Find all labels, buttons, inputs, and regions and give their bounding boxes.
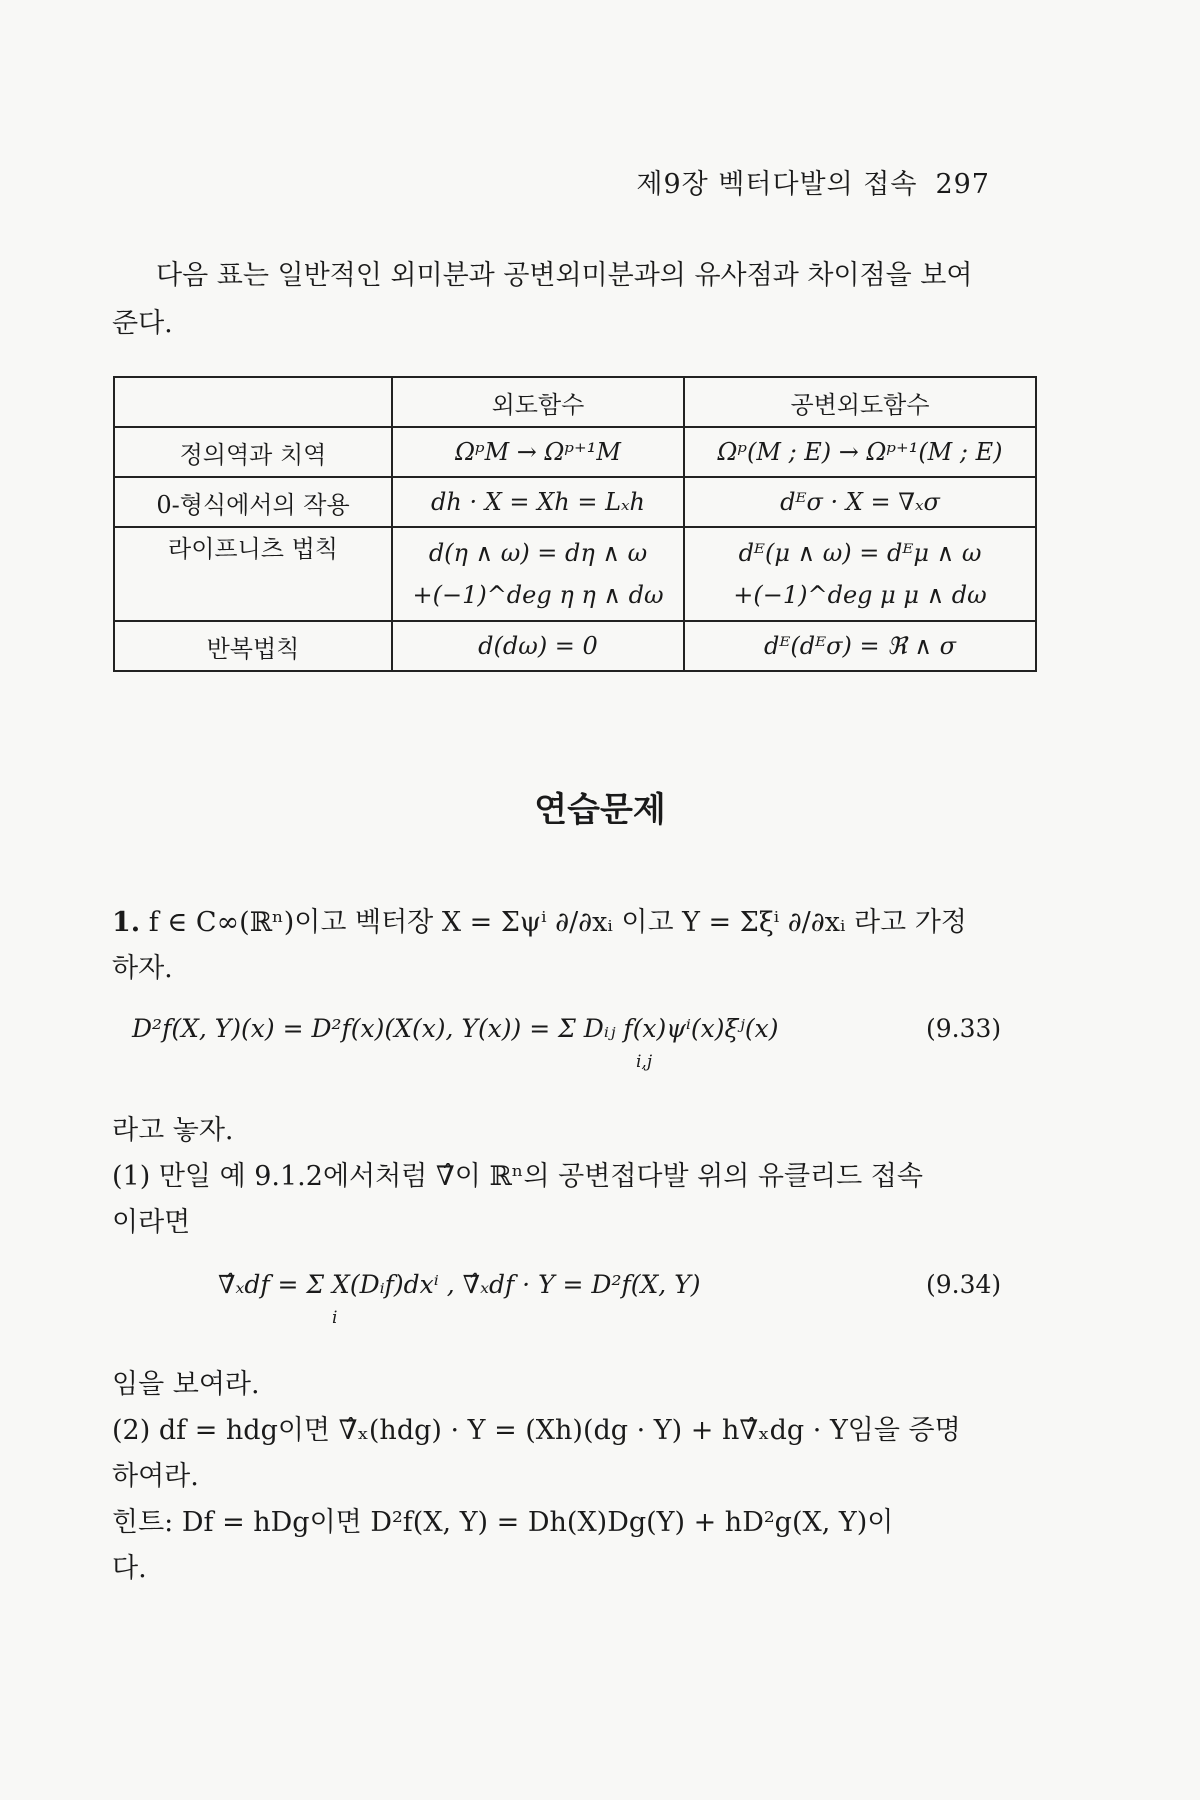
table-header-row [114, 377, 1036, 427]
table-row [114, 527, 1036, 621]
exercise-line: f ∈ C∞(ℝⁿ)이고 벡터장 X = Σψⁱ ∂/∂xᵢ 이고 Y = Σξⁱ ∂/∂xᵢ 라고 가정 [148, 907, 967, 938]
table-row [114, 621, 1036, 671]
exercise-statement [112, 900, 1002, 946]
intro-text: 다음 표는 일반적인 외미분과 공변외미분과의 유사점과 차이점을 보여 준다. [112, 260, 973, 339]
covariant-line: +(−1)^deg μ μ ∧ dω [733, 581, 987, 609]
covariant-cell: dᴱ(dᴱσ) = ℜ ∧ σ [684, 621, 1036, 671]
sum-index: i,j [636, 1052, 653, 1072]
hint-line: 다. [112, 1553, 147, 1584]
table-row [114, 477, 1036, 527]
exterior-line: d(η ∧ ω) = dη ∧ ω [428, 539, 648, 567]
page-number: 297 [935, 169, 990, 200]
exercise-line: 하여라. [112, 1461, 199, 1492]
covariant-cell: dᴱσ · X = ∇ₓσ [684, 477, 1036, 527]
exterior-line: +(−1)^deg η η ∧ dω [412, 581, 664, 609]
covariant-cell: Ωᵖ(M ; E) → Ωᵖ⁺¹(M ; E) [684, 427, 1036, 477]
exercise-line: 하자. [112, 953, 173, 984]
equation-number: (9.33) [926, 1014, 1002, 1043]
equation-9-34: ∇̂ₓdf = Σ X(Dᵢf)dxⁱ , ∇̂ₓdf · Y = D²f(X, Y) [218, 1270, 701, 1299]
running-head [636, 162, 990, 201]
table-header-cell: 외도함수 [392, 377, 684, 427]
table-header-cell: 공변외도함수 [684, 377, 1036, 427]
exercise-line: 임을 보여라. [112, 1369, 260, 1400]
exercise-part-1: (1) 만일 예 9.1.2에서처럼 ∇̂이 ℝⁿ의 공변접다발 위의 유클리드 접속 [112, 1161, 923, 1192]
chapter-title: 제9장 벡터다발의 접속 [636, 169, 918, 200]
exterior-cell: ΩᵖM → Ωᵖ⁺¹M [392, 427, 684, 477]
row-label: 라이프니츠 법칙 [114, 527, 392, 621]
exercise-part-2: (2) df = hdg이면 ∇̂ₓ(hdg) · Y = (Xh)(dg · Y) + h∇̂ₓdg · Y임을 증명 [112, 1415, 961, 1446]
intro-paragraph [112, 252, 992, 348]
equation-number: (9.34) [926, 1270, 1002, 1299]
sum-index: i [332, 1308, 338, 1328]
exterior-cell [392, 527, 684, 621]
section-title: 연습문제 [534, 790, 666, 830]
row-label: 0-형식에서의 작용 [114, 477, 392, 527]
comparison-table [113, 376, 1037, 672]
equation-9-33: D²f(X, Y)(x) = D²f(x)(X(x), Y(x)) = Σ Dᵢⱼ f(x)ψⁱ(x)ξʲ(x) [132, 1014, 779, 1043]
exercise-number: 1. [112, 907, 141, 938]
exercise-line: 라고 놓자. [112, 1115, 234, 1146]
covariant-line: dᴱ(μ ∧ ω) = dᴱμ ∧ ω [738, 539, 982, 567]
exercise-line: 이라면 [112, 1207, 191, 1238]
hint: 힌트: Df = hDg이면 D²f(X, Y) = Dh(X)Dg(Y) + hD²g(X, Y)이 [112, 1507, 894, 1538]
table-header-cell [114, 377, 392, 427]
row-label: 반복법칙 [114, 621, 392, 671]
exterior-cell: d(dω) = 0 [392, 621, 684, 671]
covariant-cell [684, 527, 1036, 621]
row-label: 정의역과 치역 [114, 427, 392, 477]
table-row [114, 427, 1036, 477]
exterior-cell: dh · X = Xh = Lₓh [392, 477, 684, 527]
